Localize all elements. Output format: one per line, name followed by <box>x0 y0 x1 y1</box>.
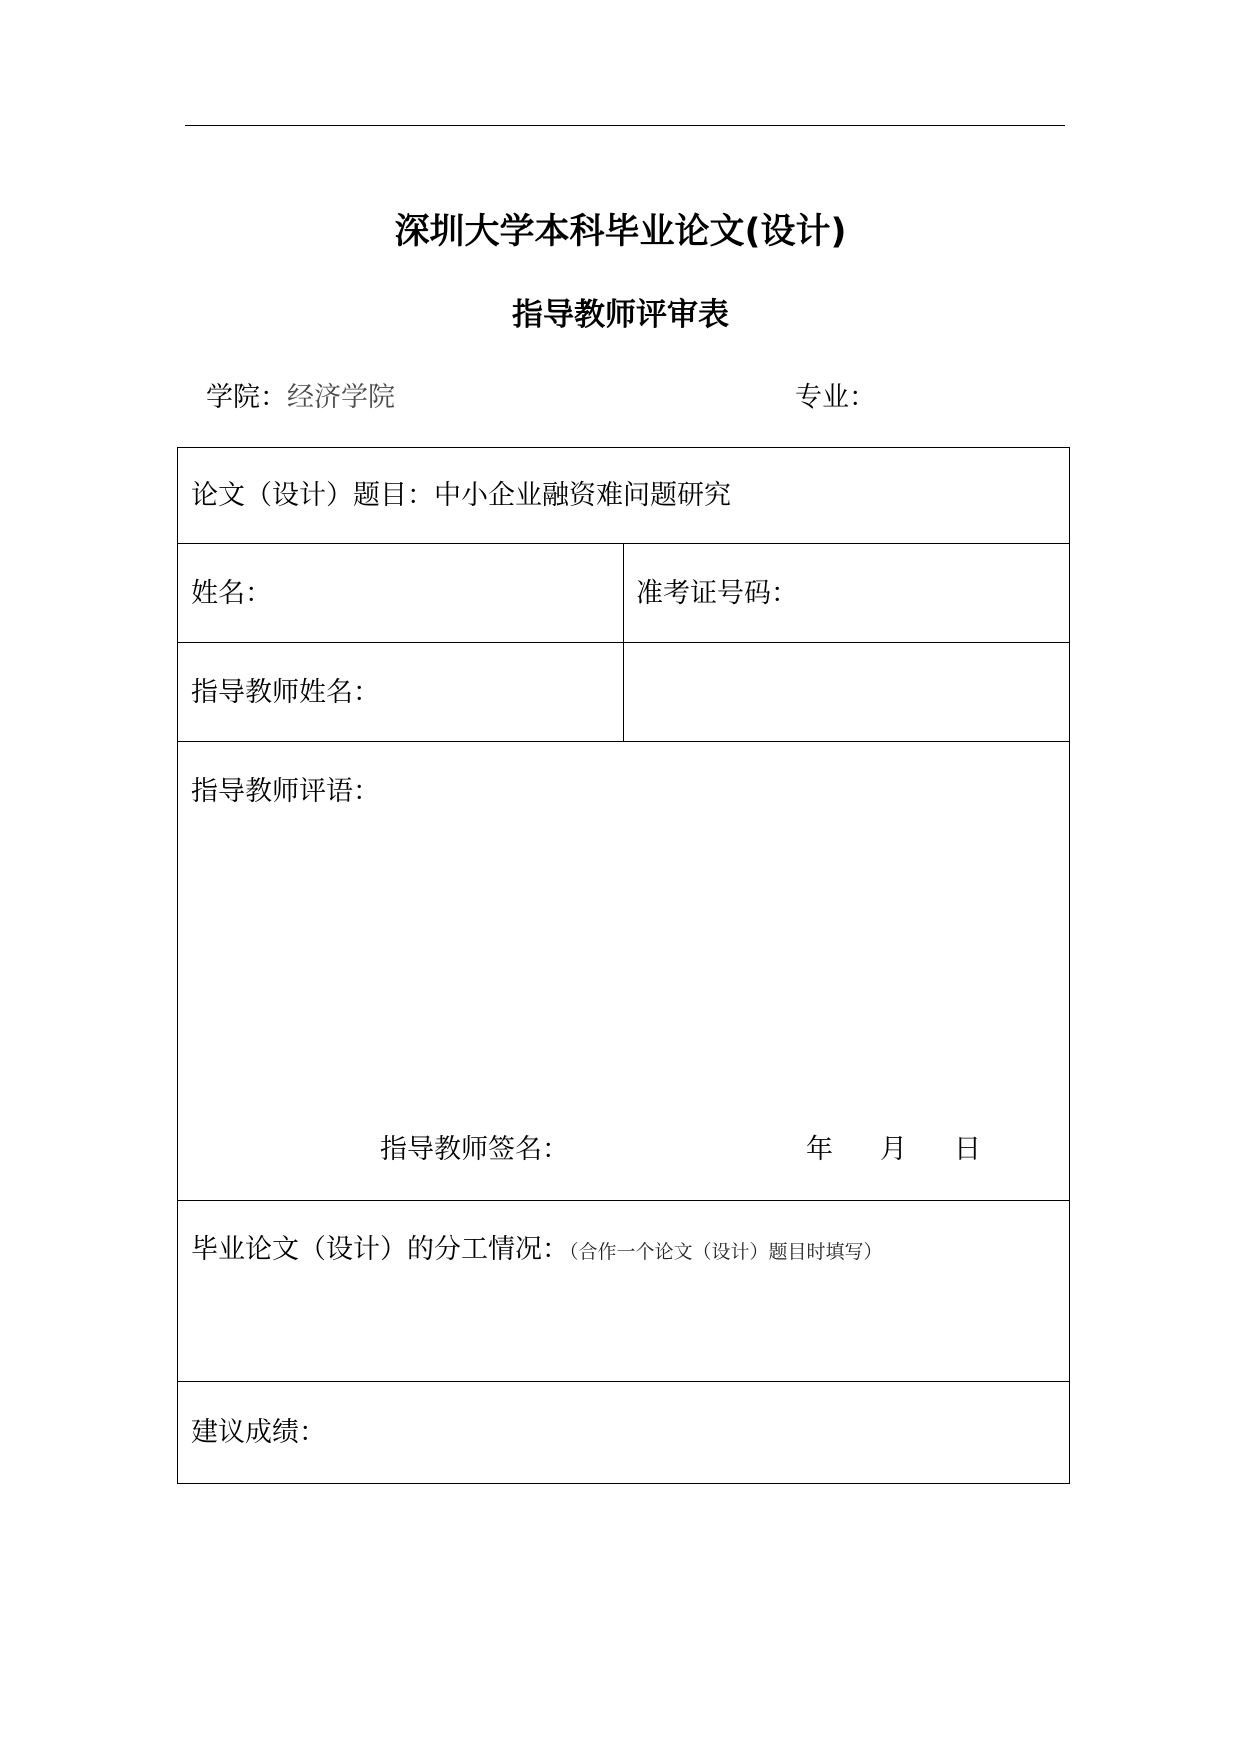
document-subtitle: 指导教师评审表 <box>512 297 729 333</box>
division-note: （合作一个论文（设计）题目时填写） <box>569 1241 883 1263</box>
exam-id-label: 准考证号码： <box>636 578 798 609</box>
date-day: 日 <box>954 1134 981 1165</box>
header-rule <box>185 125 1065 126</box>
division-label: 毕业论文（设计）的分工情况： <box>191 1234 569 1265</box>
advisor-signature-label: 指导教师签名： <box>380 1134 569 1165</box>
topic-label: 论文（设计）题目： <box>191 480 434 511</box>
division-cell <box>191 1230 883 1272</box>
topic-cell <box>191 476 731 516</box>
row-divider <box>178 1200 1069 1201</box>
column-divider <box>623 543 624 741</box>
date-year: 年 <box>806 1134 833 1165</box>
college-line <box>206 378 395 418</box>
advisor-name-label: 指导教师姓名： <box>191 677 380 708</box>
date-month: 月 <box>880 1134 907 1165</box>
row-divider <box>178 1381 1069 1382</box>
college-label: 学院： <box>206 382 287 413</box>
name-label: 姓名： <box>191 578 272 609</box>
advisor-comment-label: 指导教师评语： <box>191 776 380 807</box>
major-label: 专业： <box>795 382 876 413</box>
row-divider <box>178 741 1069 742</box>
review-form-table <box>177 447 1070 1484</box>
topic-value: 中小企业融资难问题研究 <box>434 480 731 511</box>
document-title: 深圳大学本科毕业论文(设计) <box>394 212 847 252</box>
major-line <box>795 378 876 418</box>
grade-label: 建议成绩： <box>191 1417 326 1448</box>
college-value: 经济学院 <box>287 382 395 413</box>
